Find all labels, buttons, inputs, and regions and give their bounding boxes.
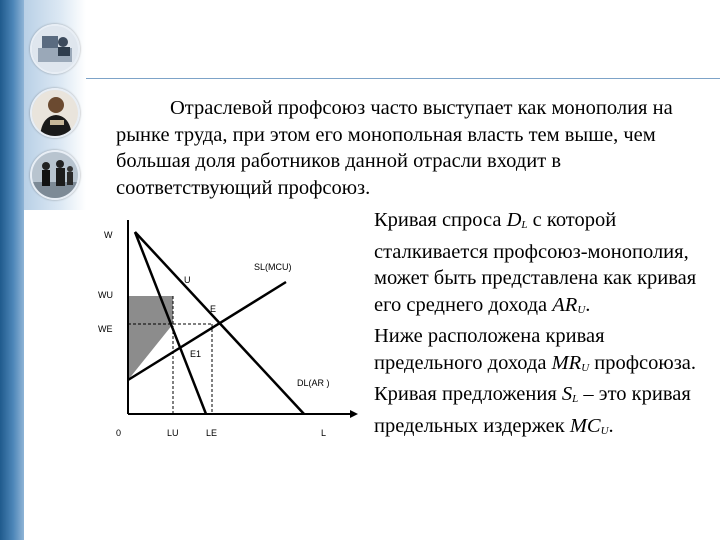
point-e-label: E — [210, 304, 217, 314]
marginal-revenue-subscript: U — [581, 361, 590, 374]
marginal-cost-subscript: U — [600, 424, 609, 437]
we-label: WE — [98, 324, 113, 334]
marginal-revenue-paragraph — [374, 323, 714, 444]
text-fragment: Кривая спроса — [374, 209, 507, 231]
average-revenue-subscript: U — [577, 303, 586, 316]
text-fragment: Ниже расположена кривая предельного дохода — [374, 325, 605, 374]
labor-market-diagram — [92, 210, 362, 440]
business-people-photo-icon — [30, 88, 80, 138]
text-fragment: с которой сталкивается профсоюз-монополия, может быть представлена как кривая его среднего дохода — [374, 209, 697, 316]
lu-label: LU — [167, 428, 179, 438]
demand-subscript: L — [521, 219, 528, 231]
le-label: LE — [206, 428, 218, 438]
header-rule — [86, 78, 720, 79]
supply-subscript: L — [572, 393, 579, 405]
point-u-label: U — [184, 275, 191, 285]
text-fragment: – это кривая предельных издержек — [374, 383, 691, 437]
explanation-text — [374, 207, 714, 444]
text-fragment: . — [585, 293, 591, 316]
point-e1-label: E1 — [190, 349, 202, 359]
y-axis-label: W — [104, 230, 113, 240]
marginal-revenue-symbol: MR — [551, 351, 582, 374]
supply-symbol: S — [561, 383, 573, 405]
wu-label: WU — [98, 290, 113, 300]
supply-curve-label: SL(MCU) — [254, 262, 292, 272]
demand-curve-label: DL(AR ) — [297, 378, 330, 388]
x-axis-arrow — [350, 410, 358, 418]
marginal-cost-symbol: MC — [569, 414, 601, 437]
average-revenue-symbol: AR — [552, 293, 578, 316]
text-fragment: . — [608, 414, 614, 437]
text-fragment: профсоюза. Кривая предложения — [374, 351, 697, 405]
demand-curve-paragraph — [374, 207, 714, 323]
city-people-photo-icon — [30, 150, 80, 200]
demand-symbol: D — [506, 209, 522, 231]
x-axis-label: L — [321, 428, 327, 438]
office-photo-icon — [30, 24, 80, 74]
left-decorative-bar — [0, 0, 24, 540]
origin-label: 0 — [116, 428, 122, 438]
intro-paragraph: Отраслевой профсоюз часто выступает как монополия на рынке труда, при этом его монопольная власть тем выше, чем большая доля работников данной отрасли входит в соответствующий профсоюз. — [116, 97, 673, 199]
